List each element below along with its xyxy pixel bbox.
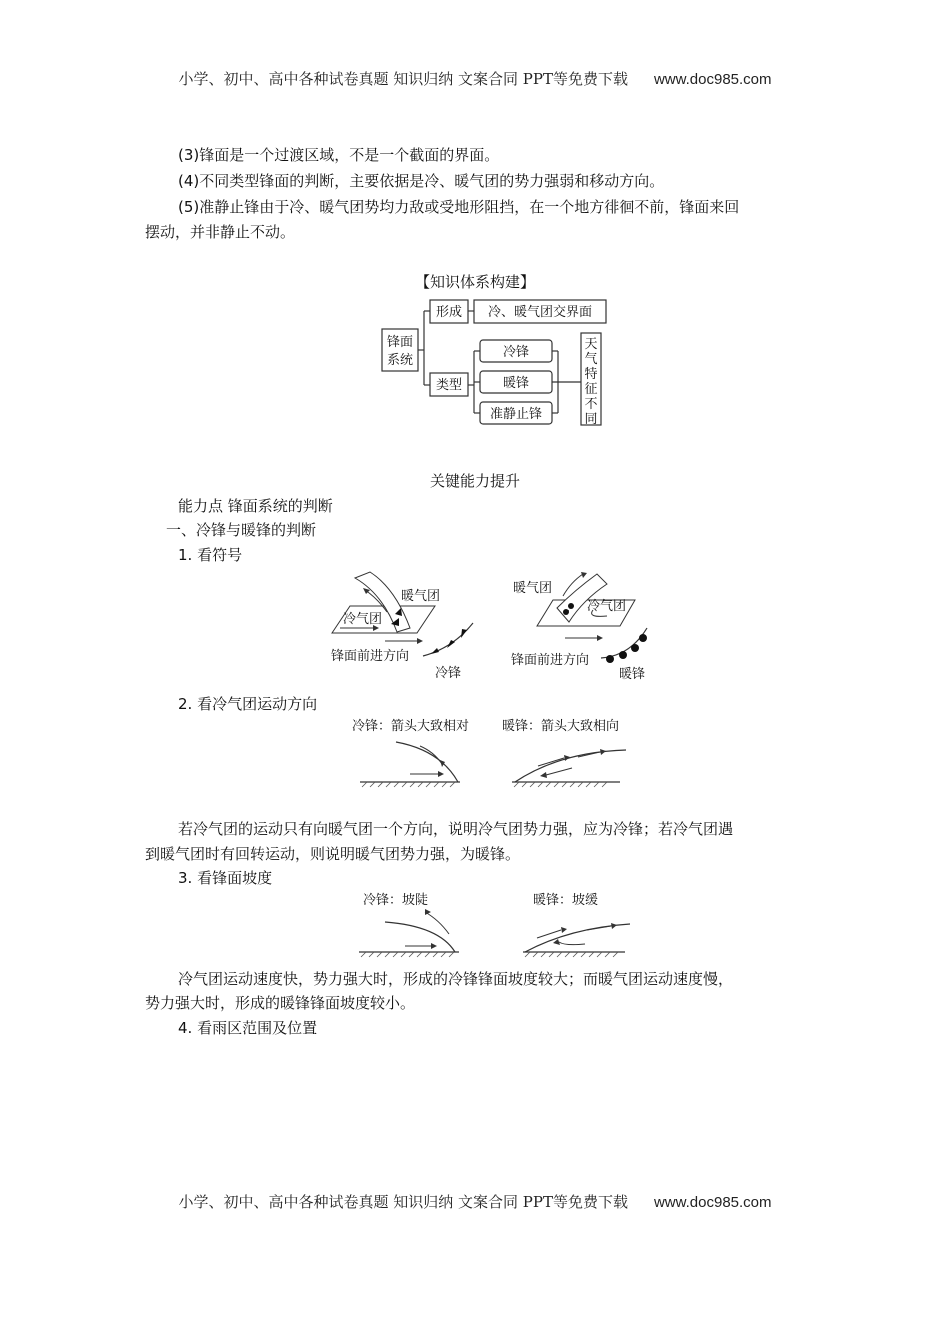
formation-label: 形成 (435, 305, 463, 320)
cold-front-line (423, 623, 473, 656)
warm-air-label-2: 暖气团 (513, 581, 553, 596)
cold-front-symbol-label: 冷锋 (435, 666, 462, 681)
step-1: 1. 看符号 (178, 546, 243, 564)
note-3: (3)锋面是一个过渡区域，不是一个截面的界面。 (178, 146, 500, 164)
page-footer (0, 1191, 950, 1212)
subsection-1: 一、冷锋与暖锋的判断 (166, 521, 317, 539)
step-3: 3. 看锋面坡度 (178, 869, 273, 887)
front-slope-figure (355, 886, 635, 960)
knowledge-title: 【知识体系构建】 (414, 273, 535, 291)
root-label-1: 锋面 (386, 335, 414, 350)
formation-detail: 冷、暖气团交界面 (487, 305, 593, 320)
warm-front-label: 暖锋 (502, 376, 530, 391)
paragraph-3-line1: 冷气团运动速度快，势力强大时，形成的冷锋锋面坡度较大；而暖气团运动速度慢， (178, 970, 734, 988)
note-5-line2: 摆动，并非静止不动。 (145, 223, 296, 241)
types-label: 类型 (435, 378, 463, 393)
fig2-cold-label: 冷锋：箭头大致相对 (352, 719, 470, 734)
note-4: (4)不同类型锋面的判断，主要依据是冷、暖气团的势力强弱和移动方向。 (178, 172, 665, 190)
front-direction-label-1: 锋面前进方向 (331, 649, 410, 664)
paragraph-2-line2: 到暖气团时有回转运动，则说明暖气团势力强，为暖锋。 (145, 845, 521, 863)
paragraph-2-line1: 若冷气团的运动只有向暖气团一个方向，说明冷气团势力强，应为冷锋；若冷气团遇 (178, 820, 734, 838)
fig3-warm-label: 暖锋：坡缓 (533, 893, 599, 908)
page-header (0, 68, 950, 89)
fig3-cold-label: 冷锋：坡陡 (363, 893, 429, 908)
front-direction-label-2: 锋面前进方向 (511, 653, 590, 668)
front-symbol-figure (325, 568, 670, 686)
cold-air-label-1: 冷气团 (343, 612, 383, 627)
note-5-line1: (5)准静止锋由于冷、暖气团势均力敌或受地形阻挡，在一个地方徘徊不前，锋面来回 (178, 198, 740, 216)
root-label-2: 系统 (386, 353, 414, 368)
paragraph-3-line2: 势力强大时，形成的暖锋锋面坡度较小。 (145, 994, 416, 1012)
warm-front-symbol-label: 暖锋 (619, 667, 646, 682)
fig2-warm-label: 暖锋：箭头大致相向 (502, 719, 620, 734)
header-text: 小学、初中、高中各种试卷真题 知识归纳 文案合同 PPT等免费下载 (178, 70, 628, 88)
ability-point: 能力点 锋面系统的判断 (178, 497, 333, 515)
section-title: 关键能力提升 (429, 472, 520, 490)
step-2: 2. 看冷气团运动方向 (178, 695, 318, 713)
stationary-front-label: 准静止锋 (489, 407, 543, 422)
footer-url[interactable]: www.doc985.com (653, 1194, 772, 1211)
air-movement-figure (350, 712, 640, 790)
cold-air-label-2: 冷气团 (587, 599, 627, 614)
footer-text: 小学、初中、高中各种试卷真题 知识归纳 文案合同 PPT等免费下载 (178, 1193, 628, 1211)
step-4: 4. 看雨区范围及位置 (178, 1019, 318, 1037)
cold-front-label: 冷锋 (502, 345, 530, 360)
header-url[interactable]: www.doc985.com (653, 71, 772, 88)
weather-label: 天气特征不同 (584, 337, 598, 427)
warm-air-label-1: 暖气团 (401, 589, 441, 604)
knowledge-diagram (370, 293, 620, 433)
